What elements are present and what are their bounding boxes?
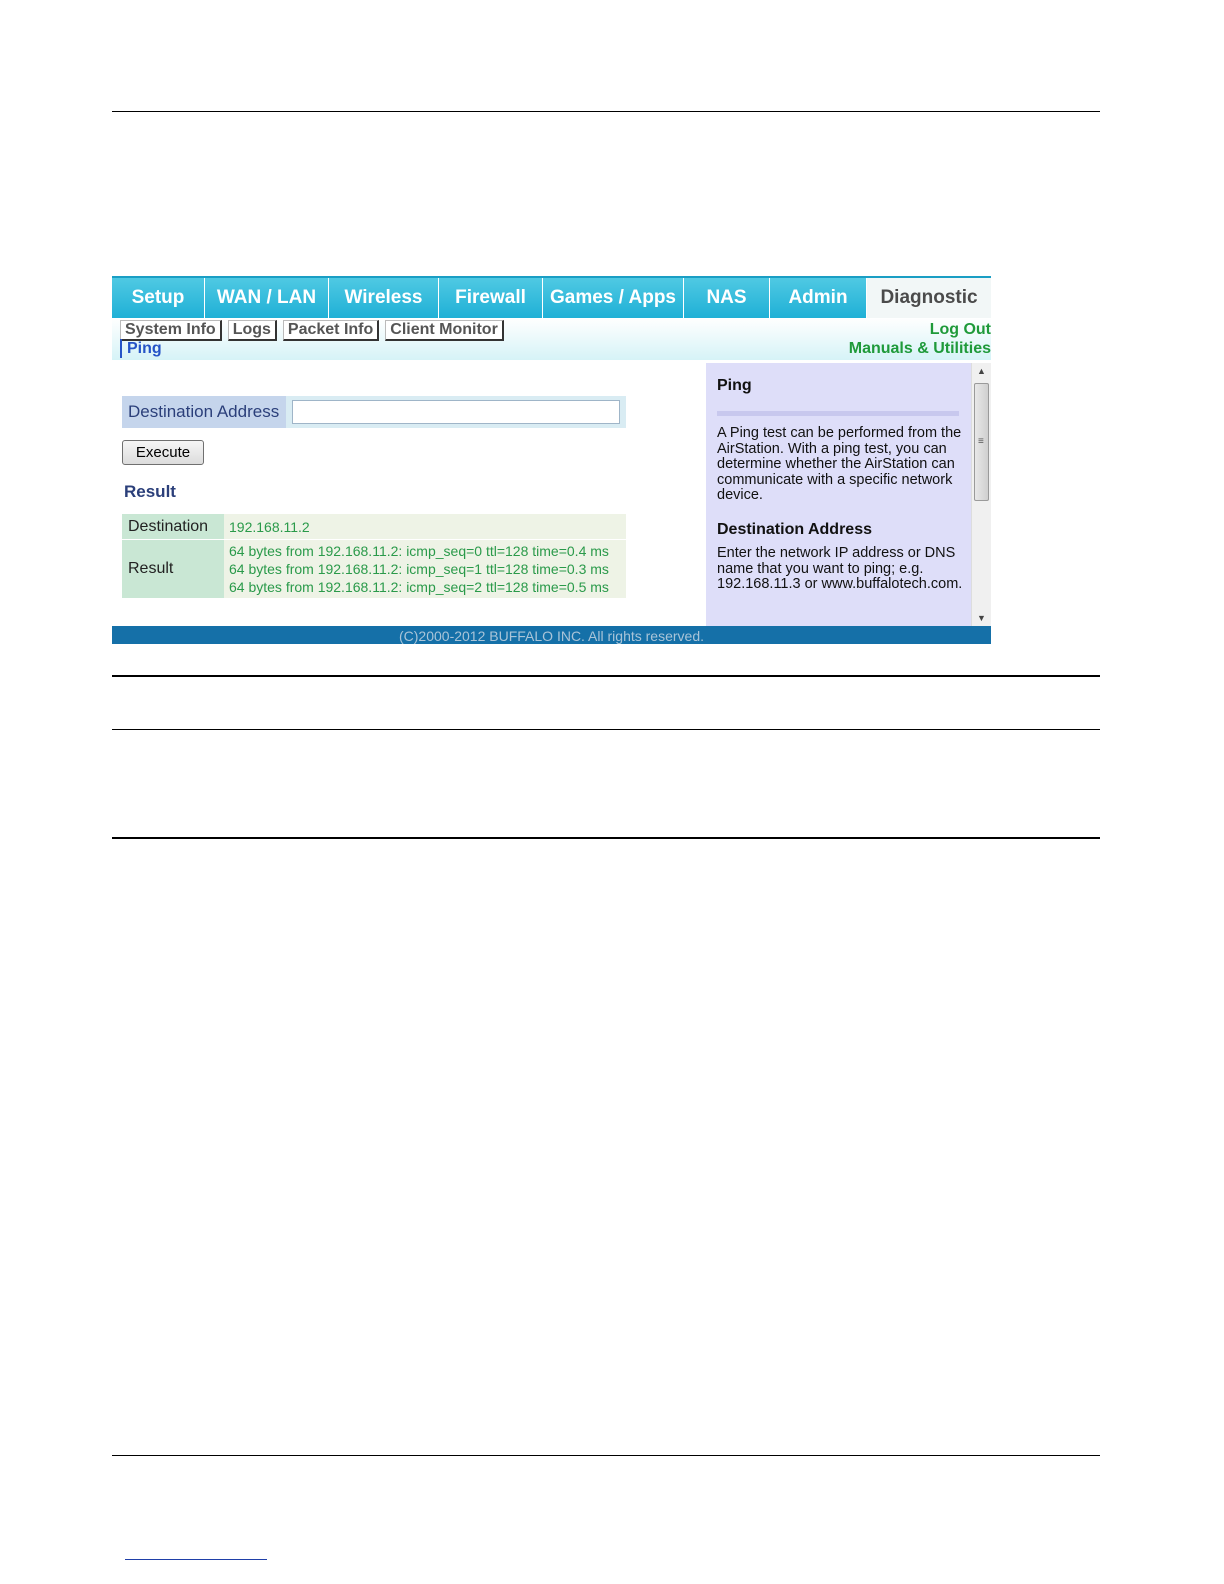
section-rule-3 bbox=[112, 837, 1100, 839]
execute-button[interactable]: Execute bbox=[122, 440, 204, 465]
tab-admin[interactable]: Admin bbox=[770, 278, 867, 318]
help-subbody: Enter the network IP address or DNS name that you want to ping; e.g. 192.168.11.3 or www.buffalotech.com. bbox=[717, 545, 963, 592]
result-destination-label: Destination bbox=[122, 514, 224, 539]
subnav-system-info[interactable]: System Info bbox=[120, 320, 222, 341]
copyright-footer: (C)2000-2012 BUFFALO INC. All rights reserved. bbox=[112, 626, 991, 644]
subnav-logs[interactable]: Logs bbox=[228, 320, 277, 341]
destination-address-label: Destination Address bbox=[122, 396, 286, 428]
result-output-lines bbox=[224, 540, 626, 598]
tab-games-apps[interactable]: Games / Apps bbox=[543, 278, 684, 318]
ping-reply-line: 64 bytes from 192.168.11.2: icmp_seq=0 ttl=128 time=0.4 ms bbox=[229, 543, 609, 559]
result-destination-row bbox=[122, 514, 626, 539]
top-navigation bbox=[112, 276, 991, 318]
result-output-label: Result bbox=[122, 540, 224, 598]
scroll-down-icon[interactable]: ▼ bbox=[977, 613, 986, 623]
tab-wireless[interactable]: Wireless bbox=[329, 278, 439, 318]
tab-firewall[interactable]: Firewall bbox=[439, 278, 543, 318]
ping-reply-line: 64 bytes from 192.168.11.2: icmp_seq=2 ttl=128 time=0.5 ms bbox=[229, 579, 609, 595]
tab-setup[interactable]: Setup bbox=[112, 278, 205, 318]
manuals-utilities-link[interactable]: Manuals & Utilities bbox=[848, 340, 991, 357]
footnote-link-underline bbox=[125, 1559, 267, 1560]
subnav-ping[interactable]: Ping bbox=[120, 339, 167, 358]
scroll-up-icon[interactable]: ▲ bbox=[977, 366, 986, 376]
ping-main-panel bbox=[112, 360, 705, 626]
help-title: Ping bbox=[717, 377, 752, 394]
help-panel bbox=[706, 363, 971, 626]
tab-nas[interactable]: NAS bbox=[684, 278, 770, 318]
help-subtitle: Destination Address bbox=[717, 521, 872, 538]
tab-diagnostic[interactable]: Diagnostic bbox=[867, 278, 991, 318]
help-scrollbar[interactable] bbox=[971, 363, 991, 626]
section-rule-2 bbox=[112, 729, 1100, 730]
destination-address-input[interactable] bbox=[292, 400, 620, 424]
result-destination-value: 192.168.11.2 bbox=[224, 514, 626, 539]
result-output-row bbox=[122, 540, 626, 598]
sub-navigation bbox=[112, 318, 991, 360]
grip-icon: ≡ bbox=[978, 436, 984, 447]
result-heading: Result bbox=[124, 482, 176, 501]
ping-reply-line: 64 bytes from 192.168.11.2: icmp_seq=1 ttl=128 time=0.3 ms bbox=[229, 561, 609, 577]
help-body: A Ping test can be performed from the AirStation. With a ping test, you can determine whether the AirStation can communicate with a specific network device. bbox=[717, 425, 962, 503]
subnav-client-monitor[interactable]: Client Monitor bbox=[385, 320, 504, 341]
destination-row bbox=[122, 396, 626, 428]
footer-rule bbox=[112, 1455, 1100, 1456]
help-divider bbox=[717, 411, 959, 416]
tab-wan-lan[interactable]: WAN / LAN bbox=[205, 278, 329, 318]
logout-link[interactable]: Log Out bbox=[929, 321, 991, 338]
section-rule-1 bbox=[112, 675, 1100, 677]
scroll-thumb[interactable] bbox=[974, 383, 989, 501]
result-table bbox=[122, 514, 626, 598]
router-ui-screenshot bbox=[112, 276, 991, 644]
subnav-packet-info[interactable]: Packet Info bbox=[283, 320, 379, 341]
header-rule bbox=[112, 111, 1100, 112]
